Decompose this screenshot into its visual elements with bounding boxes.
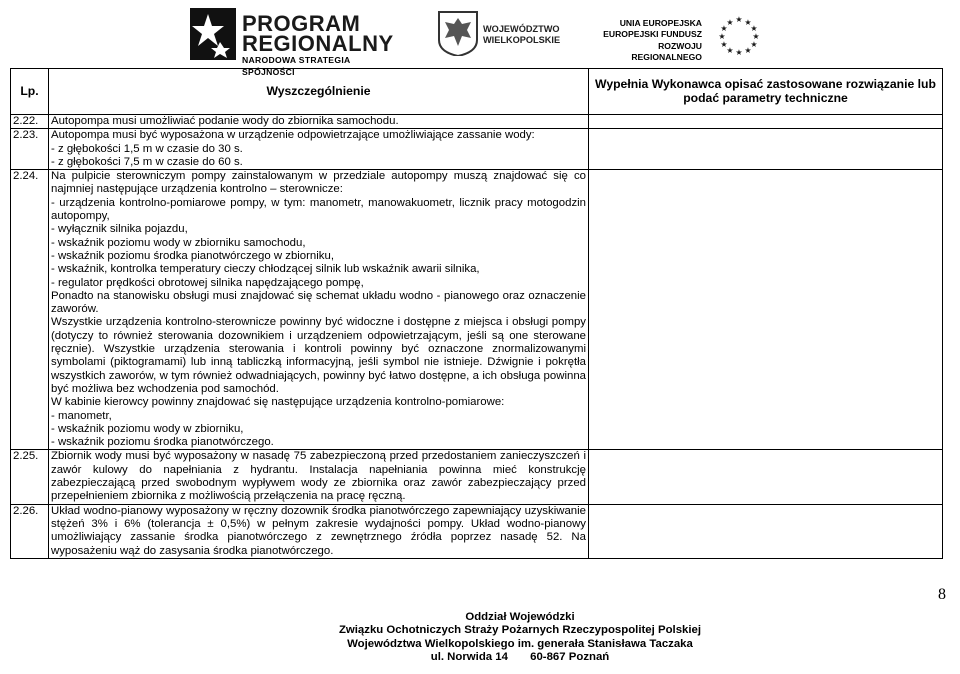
svg-text:★: ★: [744, 46, 752, 55]
header-specification: Wyszczególnienie: [49, 69, 589, 115]
row-specification: [49, 170, 589, 450]
spec-line: Układ wodno-pianowy wyposażony w ręczny dozownik środka pianotwórczego zapewniający uzyskiwanie stężeń 3% i 6% (tolerancja ± 0,5%) w pełnym zakresie wydajności pompy. Układ wodno-pianowy umożliwiający zassanie środka pianotwórczego z zewnętrznego źródła poprzez nasadę 52. Na wyposażeniu wąż do zasysania środka pianotwórczego.: [51, 504, 586, 557]
logo-header: [0, 0, 960, 77]
program-regionalny-logo: [190, 4, 400, 77]
row-number: 2.26.: [11, 504, 49, 558]
specification-table: [10, 68, 943, 559]
header-lp: Lp.: [11, 69, 49, 115]
program-title-line2: REGIONALNY: [242, 31, 394, 56]
spec-line: Autopompa musi umożliwiać podanie wody do zbiornika samochodu.: [51, 115, 399, 127]
program-title-line1: PROGRAM: [242, 11, 361, 36]
eu-line3: ROZWOJU REGIONALNEGO: [631, 40, 702, 63]
eu-stars-icon: [708, 14, 770, 56]
svg-text:★: ★: [726, 46, 734, 55]
table-row: [11, 504, 943, 558]
spec-line: - z głębokości 7,5 m w czasie do 60 s.: [51, 155, 243, 168]
row-specification: [49, 504, 589, 558]
eu-logo: [590, 14, 780, 63]
svg-text:★: ★: [744, 18, 752, 27]
svg-text:★: ★: [720, 24, 728, 33]
svg-text:★: ★: [720, 40, 728, 49]
footer-address: [0, 611, 960, 665]
contractor-cell: [589, 115, 943, 129]
spec-line: - manometr,: [51, 409, 112, 422]
svg-text:★: ★: [718, 32, 726, 41]
spec-line: Zbiornik wody musi być wyposażony w nasadę 75 zabezpieczoną przed przedostaniem zanieczyszczeń i zawór kulowy do napełniania z hydrantu. Instalacja napełniania powinna mieć konstrukcję zabezpieczającą przed swobodnym wypływem wody ze zbiornika oraz zawór zabezpieczający przed przepełnieniem zbiornika z możliwością przełączenia na pracę ręczną.: [51, 450, 586, 503]
svg-text:★: ★: [735, 15, 743, 24]
program-star-icon: [190, 4, 240, 62]
svg-text:★: ★: [750, 24, 758, 33]
spec-line: - z głębokości 1,5 m w czasie do 30 s.: [51, 142, 243, 155]
table-row: [11, 129, 943, 170]
table-header-row: [11, 69, 943, 115]
voivodeship-line2: WIELKOPOLSKIE: [483, 35, 561, 45]
spec-line: W kabinie kierowcy powinny znajdować się następujące urządzenia kontrolno-pomiarowe:: [51, 396, 505, 409]
spec-line: - regulator prędkości obrotowej silnika napędzającego pompę,: [51, 276, 364, 289]
header-contractor: Wypełnia Wykonawca opisać zastosowane rozwiązanie lub podać parametry techniczne: [589, 69, 943, 115]
spec-line: - wskaźnik, kontrolka temperatury cieczy chłodzącej silnik lub wskaźnik awarii silnika,: [51, 263, 480, 276]
wielkopolskie-logo: [437, 10, 561, 58]
spec-line: Ponadto na stanowisku obsługi musi znajdować się schemat układu wodno - pianowego oraz oznaczenie zaworów.: [51, 289, 586, 316]
svg-text:★: ★: [735, 48, 743, 56]
spec-line: - urządzenia kontrolno-pomiarowe pompy, w tym: manometr, manowakuometr, licznik pracy motogodzin autopompy,: [51, 196, 586, 223]
svg-text:★: ★: [752, 32, 760, 41]
eu-line1: UNIA EUROPEJSKA: [619, 18, 702, 28]
footer-city: 60-867 Poznań: [530, 651, 610, 664]
spec-line: Wszystkie urządzenia kontrolno-sterownicze powinny być widoczne i dostępne z miejsca i obsługi pompy (dotyczy to również sterowania dozownikiem i urządzeniem odpowietrzającym, jeśli są one sterowane ręcznie). Wszystkie urządzenia sterowania i kontroli powinny być oznaczone znormalizowanymi symbolami (piktogramami) lub inną tabliczką informacyjną, jeśli symbol nie istnieje. Dźwignie i pokrętła wszystkich zaworów, w tym również odwadniających, powinny być łatwo dostępne, a ich obsługa powinna być możliwa bez wchodzenia pod samochód.: [51, 316, 586, 395]
row-specification: [49, 450, 589, 504]
footer-street: ul. Norwida 14: [430, 651, 508, 664]
voivodeship-line1: WOJEWÓDZTWO: [483, 24, 560, 34]
row-number: 2.25.: [11, 450, 49, 504]
row-number: 2.24.: [11, 170, 49, 450]
spec-line: - wyłącznik silnika pojazdu,: [51, 223, 188, 236]
footer-address-line: [0, 651, 960, 664]
table-row: [11, 170, 943, 450]
spec-line: - wskaźnik poziomu wody w zbiorniku,: [51, 422, 244, 435]
table-row: [11, 450, 943, 504]
row-number: 2.23.: [11, 129, 49, 170]
contractor-cell: [589, 129, 943, 170]
table-row: [11, 115, 943, 129]
row-specification: [49, 115, 589, 129]
footer-line1: Oddział Wojewódzki: [465, 611, 575, 623]
footer-line2: Związku Ochotniczych Straży Pożarnych Rzeczypospolitej Polskiej: [338, 624, 702, 637]
spec-line: Autopompa musi być wyposażona w urządzenie odpowietrzające umożliwiające zassanie wody:: [51, 129, 535, 142]
contractor-cell: [589, 450, 943, 504]
row-specification: [49, 129, 589, 170]
contractor-cell: [589, 170, 943, 450]
row-number: 2.22.: [11, 115, 49, 129]
spec-line: - wskaźnik poziomu środka pianotwórczego.: [51, 436, 274, 449]
contractor-cell: [589, 504, 943, 558]
footer-line3: Województwa Wielkopolskiego im. generała Stanisława Taczaka: [347, 637, 693, 650]
spec-line: Na pulpicie sterowniczym pompy zainstalowanym w przedziale autopompy muszą znajdować się co najmniej następujące urządzenia kontrolno – sterownicze:: [51, 170, 586, 196]
spec-line: - wskaźnik poziomu środka pianotwórczego w zbiorniku,: [51, 249, 334, 262]
svg-text:★: ★: [726, 18, 734, 27]
svg-text:★: ★: [750, 40, 758, 49]
eagle-emblem-icon: [437, 10, 479, 56]
program-subtitle: NARODOWA STRATEGIA SPÓJNOŚCI: [242, 55, 351, 77]
page-number: 8: [938, 586, 946, 603]
eu-line2: EUROPEJSKI FUNDUSZ: [603, 29, 702, 40]
spec-line: - wskaźnik poziomu wody w zbiorniku samochodu,: [51, 236, 306, 249]
